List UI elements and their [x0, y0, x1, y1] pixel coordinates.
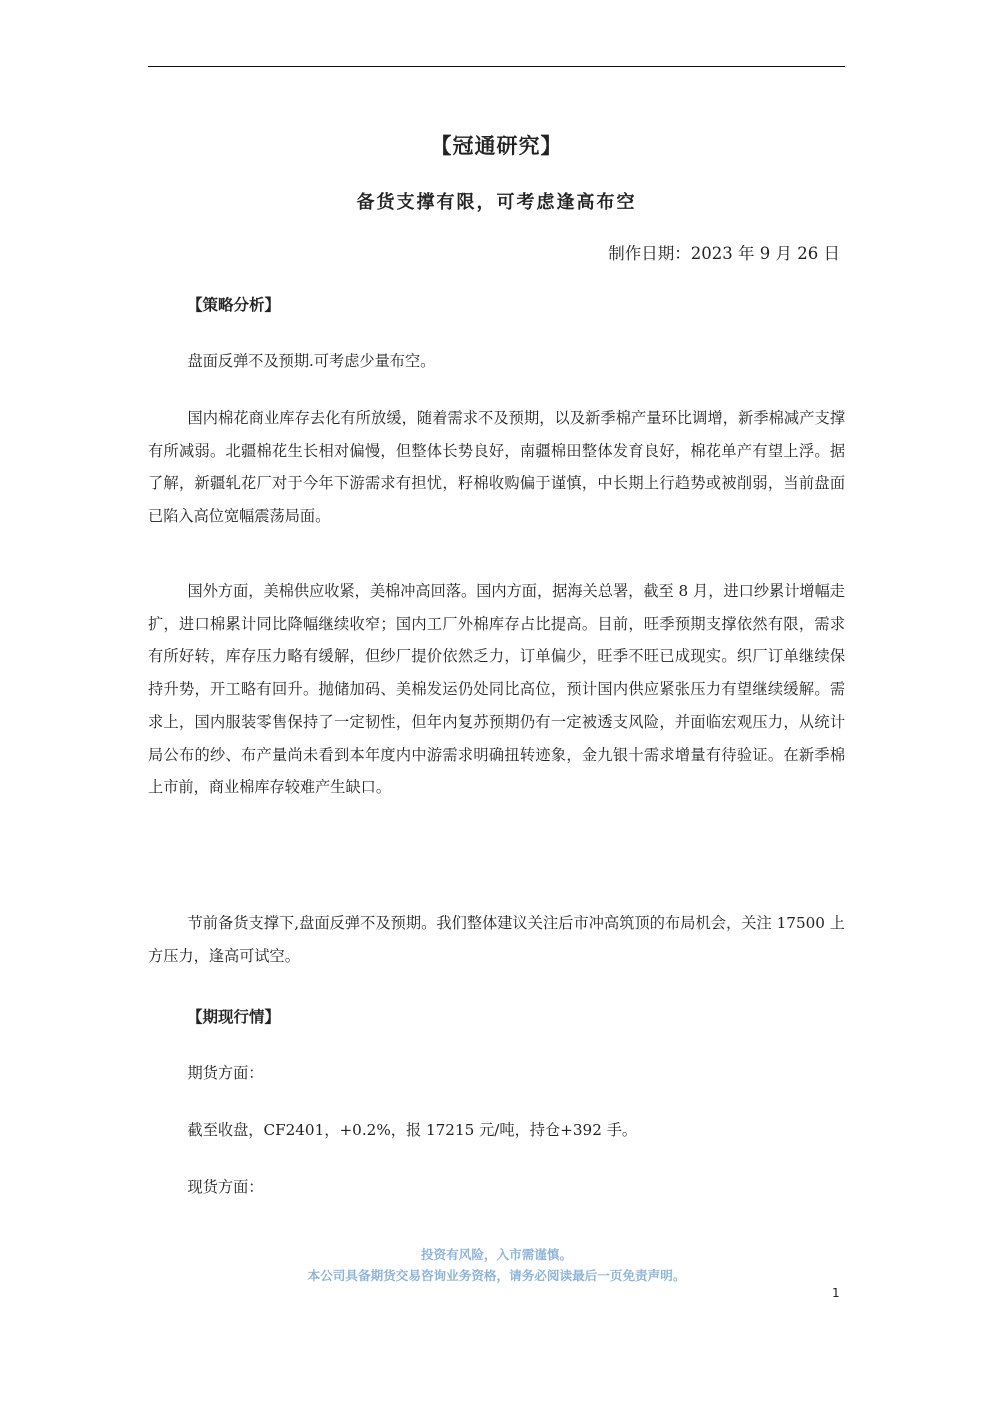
futures-label: 期货方面： — [187, 1064, 264, 1082]
strategy-paragraph-3: 国外方面，美棉供应收紧，美棉冲高回落。国内方面，据海关总署，截至 8 月，进口纱累计增幅走扩，进口棉累计同比降幅继续收窄；国内工厂外棉库存占比提高。目前，旺季预期支撑依然有限，需求有所好转，库存压力略有缓解，但纱厂提价依然乏力，订单偏少，旺季不旺已成现实。织厂订单继续保持升势，开工略有回升。抛储加码、美棉发运仍处同比高位，预计国内供应紧张压力有望继续缓解。需求上，国内服装零售保持了一定韧性，但年内复苏预期仍有一定被透支风险，并面临宏观压力，从统计局公布的纱、布产量尚未看到本年度内中游需求明确扭转迹象，金九银十需求增量有待验证。在新季棉上市前，商业棉库存较难产生缺口。 — [148, 582, 845, 797]
strategy-paragraph-1: 盘面反弹不及预期.可考虑少量布空。 — [187, 352, 436, 370]
section-heading-strategy: 【策略分析】 — [187, 296, 281, 314]
footer-risk-warning: 投资有风险，入市需谨慎。 — [420, 1247, 573, 1262]
document-title: 【冠通研究】 — [430, 133, 563, 158]
document-subtitle: 备货支撑有限，可考虑逢高布空 — [356, 192, 637, 213]
header-rule — [148, 66, 845, 67]
document-date: 制作日期：2023 年 9 月 26 日 — [608, 244, 840, 263]
spot-label: 现货方面： — [187, 1178, 264, 1196]
footer-disclaimer-note: 本公司具备期货交易咨询业务资格，请务必阅读最后一页免责声明。 — [307, 1268, 686, 1283]
strategy-paragraph-4: 节前备货支撑下,盘面反弹不及预期。我们整体建议关注后市冲高筑顶的布局机会，关注 17500 上方压力，逢高可试空。 — [148, 914, 845, 965]
page-number: 1 — [832, 1286, 840, 1300]
section-heading-market: 【期现行情】 — [187, 1008, 281, 1026]
strategy-paragraph-2: 国内棉花商业库存去化有所放缓，随着需求不及预期，以及新季棉产量环比调增，新季棉减产支撑有所减弱。北疆棉花生长相对偏慢，但整体长势良好，南疆棉田整体发育良好，棉花单产有望上浮。据了解，新疆轧花厂对于今年下游需求有担忧，籽棉收购偏于谨慎，中长期上行趋势或被削弱，当前盘面已陷入高位宽幅震荡局面。 — [148, 409, 845, 526]
futures-text: 截至收盘，CF2401，+0.2%，报 17215 元/吨，持仓+392 手。 — [187, 1121, 638, 1139]
